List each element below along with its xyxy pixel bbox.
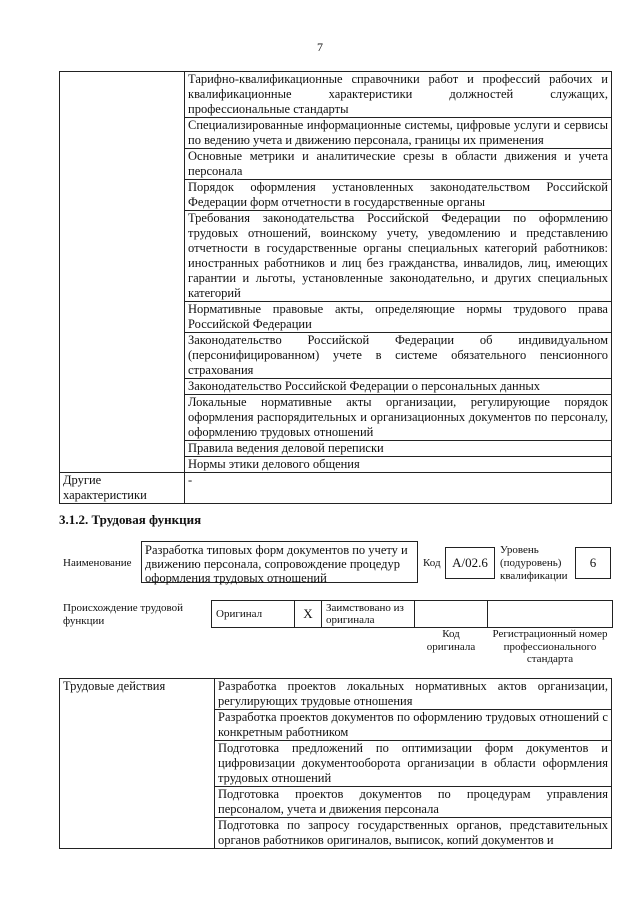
code-label: Код — [423, 557, 441, 569]
page-bottom-margin — [0, 858, 640, 905]
original-cell: Оригинал — [212, 601, 295, 628]
labor-action-item: Подготовка по запросу государственных органов, представительных органов работников оригиналов, выписок, копий документов и — [215, 818, 612, 849]
knowledge-item: Специализированные информационные системы, цифровые услуги и сервисы по ведению учета и движению персонала, границы их применения — [185, 118, 612, 149]
origin-label: Происхождение трудовой функции — [63, 602, 184, 627]
knowledge-item: Правила ведения деловой переписки — [185, 441, 612, 457]
knowledge-item: Локальные нормативные акты организации, регулирующие порядок оформления распорядительных и организационных документов по персоналу, оформлению трудовых отношений — [185, 395, 612, 441]
table-row — [60, 679, 612, 710]
original-code-cell — [415, 601, 488, 628]
table-row — [60, 72, 612, 118]
original-mark: X — [295, 601, 322, 628]
labor-actions-table — [59, 678, 612, 849]
borrowed-cell: Заимствовано из оригинала — [322, 601, 415, 628]
knowledge-item: Требования законодательства Российской Федерации по оформлению трудовых отношений, воинскому учету, уведомлению и представлению отчетности в государственные органы специальных категорий работников: иностранных работников и лиц без гражданства, инвалидов, лиц, имеющих гарантии и льготы, установленные законодательно, и других специальных категорий — [185, 211, 612, 302]
page-number: 7 — [317, 40, 323, 54]
knowledge-item: Тарифно-квалификационные справочники работ и профессий рабочих и квалификационные характеристики должностей служащих, профессиональные стандарты — [185, 72, 612, 118]
knowledge-item: Законодательство Российской Федерации о персональных данных — [185, 379, 612, 395]
code-original-caption: Код оригинала — [426, 628, 476, 653]
table-row — [212, 601, 613, 628]
table-row — [60, 473, 612, 504]
knowledge-item: Законодательство Российской Федерации об индивидуальном (персонифицированном) учете в системе обязательного пенсионного страхования — [185, 333, 612, 379]
knowledge-item: Нормы этики делового общения — [185, 457, 612, 473]
function-name-box: Разработка типовых форм документов по учету и движению персонала, сопровождение процедур оформления трудовых отношений — [141, 541, 418, 583]
registration-number-caption: Регистрационный номер профессионального стандарта — [492, 628, 608, 665]
knowledge-table — [59, 71, 612, 504]
registration-number-cell — [488, 601, 613, 628]
labor-action-item: Подготовка проектов документов по процедурам управления персоналом, учета и движения персонала — [215, 787, 612, 818]
knowledge-item: Нормативные правовые акты, определяющие нормы трудового права Российской Федерации — [185, 302, 612, 333]
qualification-level-box: 6 — [575, 547, 611, 579]
qualification-level-label: Уровень (подуровень) квалификации — [500, 544, 568, 582]
labor-actions-label: Трудовые действия — [60, 679, 215, 849]
labor-action-item: Подготовка предложений по оптимизации форм документов и цифровизации документооборота организации в области оформления трудовых отношений — [215, 741, 612, 787]
labor-action-item: Разработка проектов локальных нормативных актов организации, регулирующих трудовые отношения — [215, 679, 612, 710]
other-characteristics-value: - — [185, 473, 612, 504]
labor-action-item: Разработка проектов документов по оформлению трудовых отношений с конкретным работником — [215, 710, 612, 741]
knowledge-item: Порядок оформления установленных законодательством Российской Федерации форм отчетности в государственные органы — [185, 180, 612, 211]
name-label: Наименование — [63, 557, 132, 569]
knowledge-label-cell — [60, 72, 185, 473]
other-characteristics-label: Другие характеристики — [60, 473, 185, 504]
function-code-box: А/02.6 — [445, 547, 495, 579]
knowledge-item: Основные метрики и аналитические срезы в области движения и учета персонала — [185, 149, 612, 180]
section-title: 3.1.2. Трудовая функция — [59, 512, 202, 527]
origin-table — [211, 600, 613, 628]
